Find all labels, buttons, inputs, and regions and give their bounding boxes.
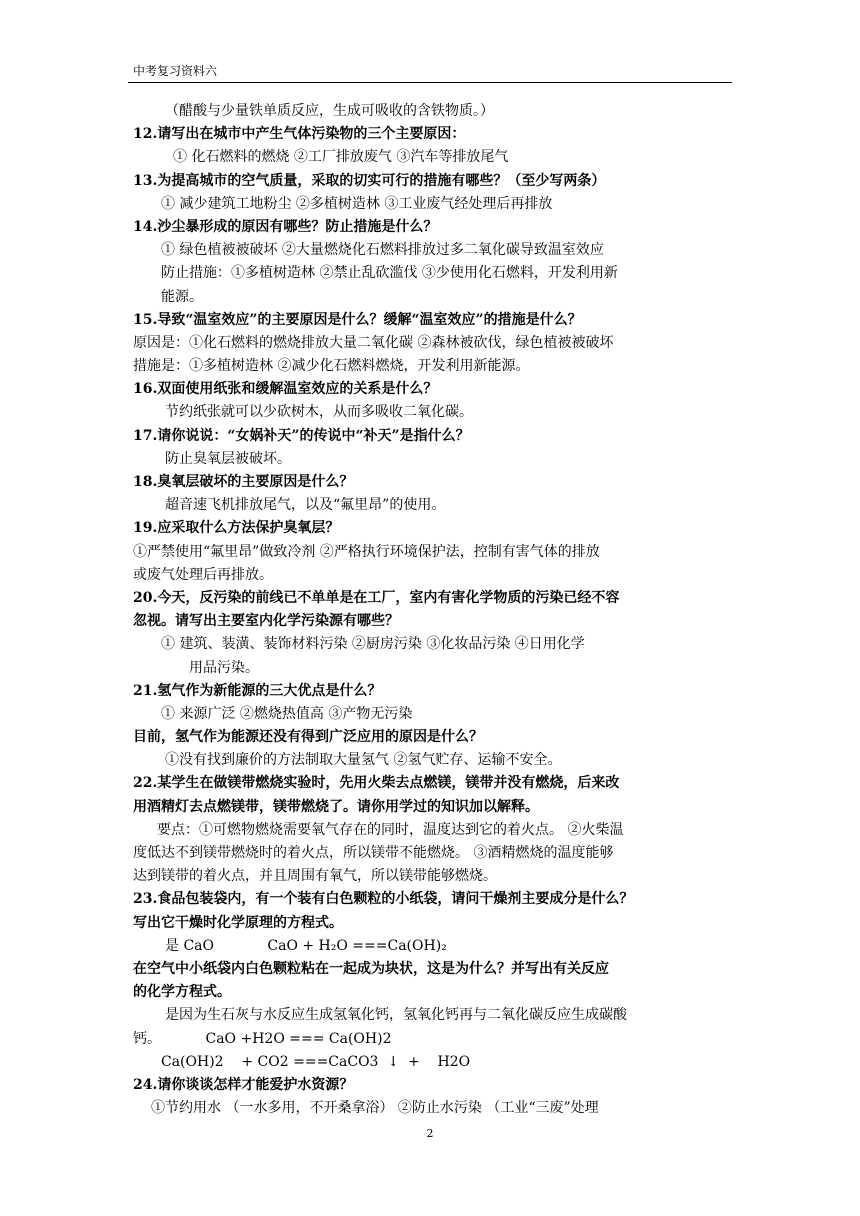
answer-line: ① 绿色植被被破坏 ②大量燃烧化石燃料排放过多二氧化碳导致温室效应 (161, 242, 604, 259)
answer-line: 超音速飞机排放尾气，以及“氟里昂”的使用。 (165, 497, 446, 514)
answer-line: 防止措施：①多植树造林 ②禁止乱砍滥伐 ③少使用化石燃料，开发利用新 (161, 265, 618, 282)
answer-line: Ca(OH)2 + CO2 ===CaCO3 ↓ + H2O (161, 1053, 471, 1070)
page-header: 中考复习资料六 (133, 64, 218, 78)
question-line: 在空气中小纸袋内白色颗粒粘在一起成为块状，这是为什么？并写出有关反应 (133, 960, 609, 977)
question-line: 22.某学生在做镁带燃烧实验时，先用火柴去点燃镁，镁带并没有燃烧，后来改 (133, 775, 620, 792)
answer-line: 节约纸张就可以少砍树木，从而多吸收二氧化碳。 (165, 404, 473, 421)
question-line: 写出它干燥时化学原理的方程式。 (133, 914, 343, 931)
question-line: 21.氢气作为新能源的三大优点是什么？ (133, 682, 382, 699)
question-line: 17.请你说说：“女娲补天”的传说中“补天”是指什么？ (133, 427, 470, 444)
question-line: 20.今天，反污染的前线已不单单是在工厂，室内有害化学物质的污染已经不容 (133, 589, 620, 606)
answer-line: 钙。 CaO +H2O === Ca(OH)2 (133, 1030, 392, 1047)
answer-line: 或废气处理后再排放。 (133, 566, 273, 583)
question-line: 23.食品包装袋内，有一个装有白色颗粒的小纸袋，请问干燥剂主要成分是什么？ (133, 891, 634, 908)
question-line: 的化学方程式。 (133, 984, 231, 1001)
answer-line: 是 CaO CaO + H₂O ===Ca(OH)₂ (165, 937, 447, 954)
question-line: 16.双面使用纸张和缓解温室效应的关系是什么？ (133, 381, 438, 398)
answer-line: ①严禁使用“氟里昂”做致冷剂 ②严格执行环境保护法，控制有害气体的排放 (133, 543, 600, 560)
answer-line: 原因是：①化石燃料的燃烧排放大量二氧化碳 ②森林被砍伐，绿色植被被破坏 (133, 334, 614, 351)
answer-line: ① 建筑、装潢、装饰材料污染 ②厨房污染 ③化妆品污染 ④日用化学 (161, 636, 585, 653)
question-line: 忽视。请写出主要室内化学污染源有哪些？ (133, 613, 399, 630)
answer-line: 措施是：①多植树造林 ②减少化石燃料燃烧，开发利用新能源。 (133, 358, 530, 375)
answer-line: ①节约用水 （一水多用，不开桑拿浴） ②防止水污染 （工业“三废”处理 (151, 1100, 599, 1117)
answer-line: 要点：①可燃物燃烧需要氧气存在的同时，温度达到它的着火点。 ②火柴温 (157, 821, 624, 838)
answer-line: ① 减少建筑工地粉尘 ②多植树造林 ③工业废气经处理后再排放 (161, 195, 553, 212)
answer-line: 用品污染。 (189, 659, 259, 676)
question-line: 目前，氢气作为能源还没有得到广泛应用的原因是什么？ (133, 729, 483, 746)
question-line: 14.沙尘暴形成的原因有哪些？防止措施是什么？ (133, 218, 438, 235)
answer-line: ① 化石燃料的燃烧 ②工厂排放废气 ③汽车等排放尾气 (173, 149, 509, 166)
answer-line: 达到镁带的着火点，并且周围有氧气，所以镁带能够燃烧。 (133, 868, 497, 885)
question-line: 12.请写出在城市中产生气体污染物的三个主要原因： (133, 126, 466, 143)
question-line: 19.应采取什么方法保护臭氧层？ (133, 520, 340, 537)
answer-line: （醋酸与少量铁单质反应，生成可吸收的含铁物质。） (165, 103, 494, 119)
answer-line: 度低达不到镁带燃烧时的着火点，所以镁带不能燃烧。 ③酒精燃烧的温度能够 (133, 845, 614, 861)
question-line: 13.为提高城市的空气质量，采取的切实可行的措施有哪些？（至少写两条） (133, 172, 606, 189)
question-line: 18.臭氧层破坏的主要原因是什么？ (133, 474, 354, 490)
document-body (133, 100, 733, 1120)
answer-line: ①没有找到廉价的方法制取大量氢气 ②氢气贮存、运输不安全。 (165, 752, 562, 769)
question-line: 用酒精灯去点燃镁带，镁带燃烧了。请你用学过的知识加以解释。 (133, 798, 539, 815)
answer-line: ① 来源广泛 ②燃烧热值高 ③产物无污染 (161, 705, 413, 722)
question-line: 15.导致“温室效应”的主要原因是什么？缓解“温室效应”的措施是什么？ (133, 311, 582, 328)
question-line: 24.请你谈谈怎样才能爱护水资源？ (133, 1076, 354, 1093)
page-number: 2 (426, 1127, 434, 1140)
header-rule (128, 82, 732, 83)
answer-line: 防止臭氧层被破坏。 (165, 450, 291, 467)
answer-line: 能源。 (161, 288, 203, 305)
answer-line: 是因为生石灰与水反应生成氢氧化钙，氢氧化钙再与二氧化碳反应生成碳酸 (165, 1007, 627, 1024)
